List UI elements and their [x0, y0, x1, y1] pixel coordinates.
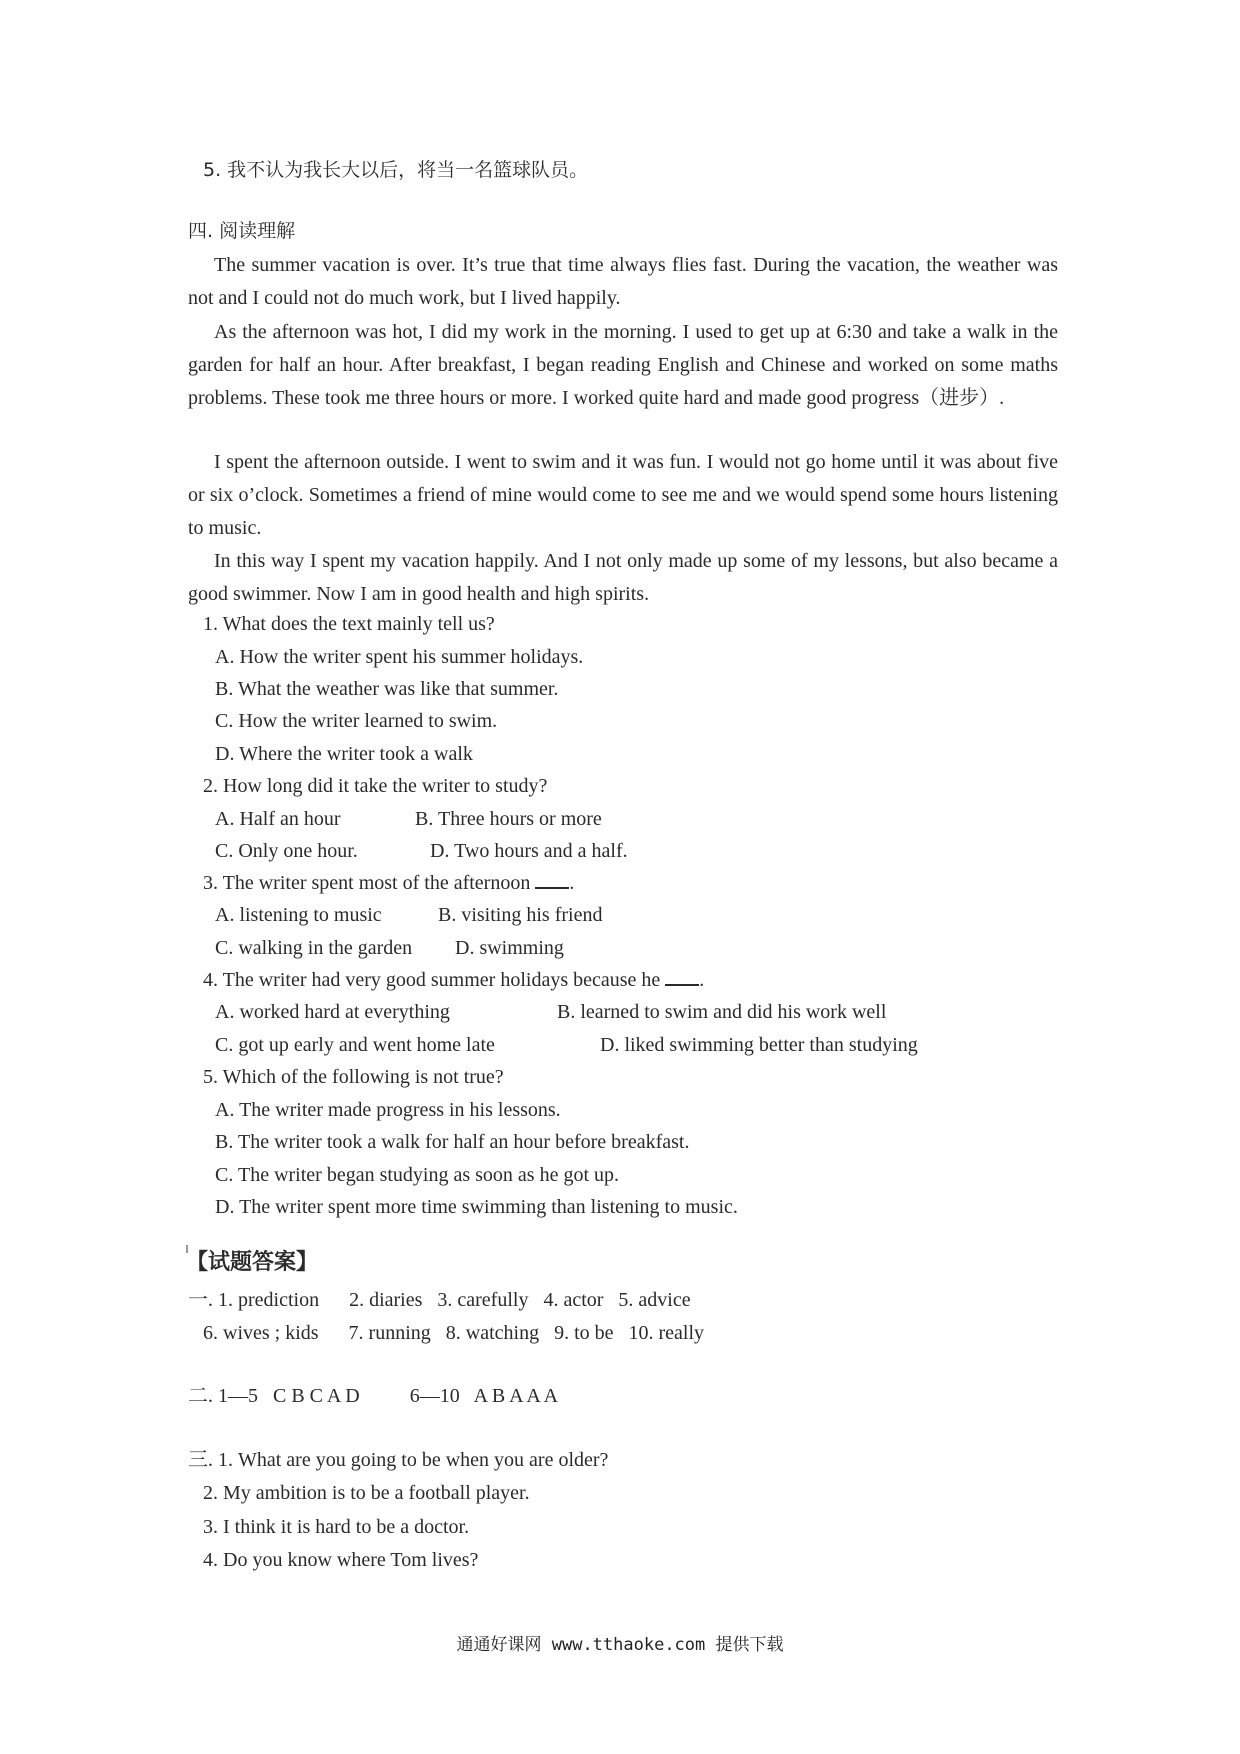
question-1-option-c: C. How the writer learned to swim.: [215, 710, 498, 732]
question-4-option-a: A. worked hard at everything: [215, 1001, 450, 1023]
question-3-stem-line: [203, 870, 574, 896]
question-3-option-c: C. walking in the garden: [215, 937, 413, 959]
question-5-stem: 5. Which of the following is not true?: [203, 1066, 504, 1088]
question-5-option-c: C. The writer began studying as soon as he got up.: [215, 1164, 620, 1186]
question-1-option-a: A. How the writer spent his summer holidays.: [215, 646, 584, 668]
reading-paragraph-1: The summer vacation is over. It’s true that time always flies fast. During the vacation, the weather was not and I could not do much work, but I lived happily.: [188, 254, 1058, 309]
question-3-stem-end: .: [569, 872, 575, 894]
footer-credit: 通通好课网 www.tthaoke.com 提供下载: [456, 1635, 784, 1655]
question-5-option-d: D. The writer spent more time swimming than listening to music.: [215, 1196, 738, 1218]
question-3-stem: 3. The writer spent most of the afternoon: [203, 872, 531, 894]
question-5-option-b: B. The writer took a walk for half an hour before breakfast.: [215, 1131, 690, 1153]
answers-section-2: 二. 1—5 C B C A D 6—10 A B A A A: [188, 1385, 559, 1407]
question-4-option-c: C. got up early and went home late: [215, 1034, 495, 1056]
question-4-option-d: D. liked swimming better than studying: [600, 1034, 918, 1056]
answers-section-1-line-2: 6. wives ; kids 7. running 8. watching 9. to be 10. really: [203, 1322, 705, 1344]
question-2-option-a: A. Half an hour: [215, 808, 341, 830]
reading-paragraph-4: In this way I spent my vacation happily. And I not only made up some of my lessons, but also became a good swimmer. Now I am in good health and high spirits.: [188, 550, 1058, 605]
question-5-option-a: A. The writer made progress in his lessons.: [215, 1099, 561, 1121]
question-1-option-d: D. Where the writer took a walk: [215, 743, 473, 765]
question-3-option-a: A. listening to music: [215, 904, 382, 926]
question-4-stem-end: .: [699, 969, 705, 991]
question-3-option-d: D. swimming: [455, 937, 564, 959]
answers-heading: 【试题答案】: [186, 1250, 319, 1275]
question-2-option-d: D. Two hours and a half.: [430, 840, 628, 862]
question-4-stem-line: [203, 967, 704, 993]
answers-section-3-item-4: 4. Do you know where Tom lives?: [203, 1549, 479, 1571]
question-2-stem: 2. How long did it take the writer to study?: [203, 775, 548, 797]
question-4-stem: 4. The writer had very good summer holidays because he: [203, 969, 661, 991]
question-3-option-b: B. visiting his friend: [438, 904, 603, 926]
question-2-option-c: C. Only one hour.: [215, 840, 358, 862]
answer-blank: [665, 968, 699, 986]
answers-section-1-line-1: 一. 1. prediction 2. diaries 3. carefully 4. actor 5. advice: [188, 1289, 691, 1311]
reading-paragraph-3: I spent the afternoon outside. I went to swim and it was fun. I would not go home until it was about five or six o’clock. Sometimes a friend of mine would come to see me and we would spend some hours listening to music.: [188, 451, 1058, 539]
translation-item-5: 5. 我不认为我长大以后，将当一名篮球队员。: [203, 159, 589, 181]
question-2-option-b: B. Three hours or more: [415, 808, 602, 830]
answers-section-3-item-1: 三. 1. What are you going to be when you are older?: [188, 1449, 609, 1471]
answers-section-3-item-3: 3. I think it is hard to be a doctor.: [203, 1516, 470, 1538]
question-1-option-b: B. What the weather was like that summer.: [215, 678, 559, 700]
reading-paragraph-2: As the afternoon was hot, I did my work in the morning. I used to get up at 6:30 and take a walk in the garden for half an hour. After breakfast, I began reading English and Chinese and worked on some maths problems. These took me three hours or more. I worked quite hard and made good progress（进步）.: [188, 321, 1058, 409]
question-4-option-b: B. learned to swim and did his work well: [557, 1001, 887, 1023]
question-1-stem: 1. What does the text mainly tell us?: [203, 613, 495, 635]
answer-blank: [535, 871, 569, 889]
answers-section-3-item-2: 2. My ambition is to be a football player.: [203, 1482, 530, 1504]
reading-section-heading: 四. 阅读理解: [188, 220, 296, 242]
